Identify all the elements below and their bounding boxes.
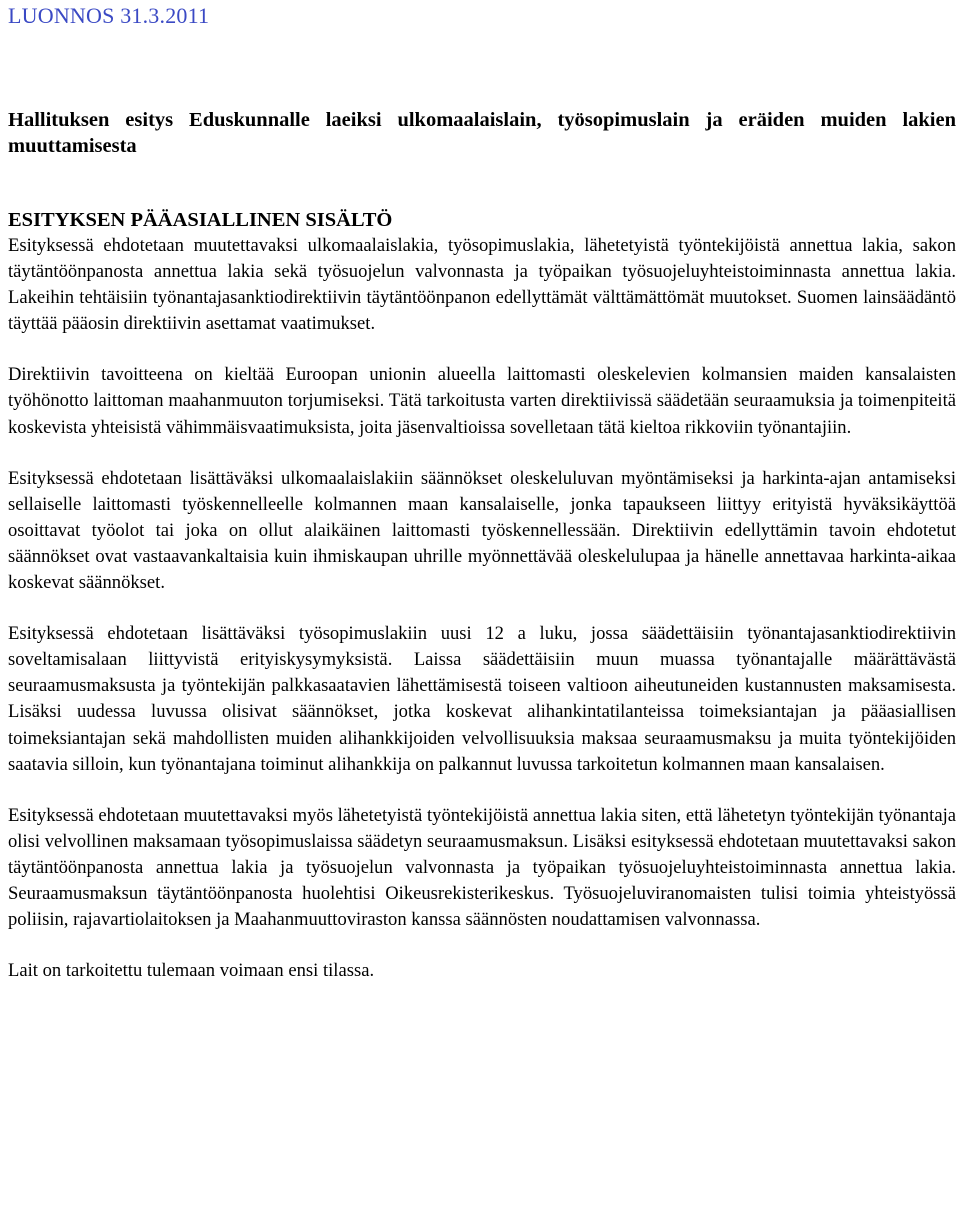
paragraph-3: Esityksessä ehdotetaan lisättäväksi ulkomaalaislakiin säännökset oleskeluluvan myöntämiseksi ja harkinta-ajan antamiseksi sellaiselle laittomasti työskennelleelle kolmannen maan kansalaiselle, jonka tapaukseen liittyy erityistä hyväksikäyttöä osoittavat työolot tai joka on ollut alaikäinen laittomasti työskennellessään. Direktiivin edellyttämin tavoin ehdotetut säännökset ovat vastaavankaltaisia kuin ihmiskaupan uhrille myönnettävää oleskelulupaa ja hänelle annettavaa harkinta-aikaa koskevat säännökset.	[8, 467, 956, 594]
paragraph-6: Lait on tarkoitettu tulemaan voimaan ensi tilassa.	[8, 960, 375, 982]
document-page	[8, 0, 956, 984]
paragraph-1: Esityksessä ehdotetaan muutettavaksi ulkomaalaislakia, työsopimuslakia, lähetetyistä työntekijöistä annettua lakia, sakon täytäntöönpanosta annettua lakia sekä työsuojelun valvonnasta ja työpaikan työsuojeluyhteistoiminnasta annettua lakia. Lakeihin tehtäisiin työnantajasanktiodirektiivin täytäntöönpanon edellyttämät välttämättömät muutokset. Suomen lainsäädäntö täyttää pääosin direktiivin asettamat vaatimukset.	[8, 235, 956, 335]
paragraph-2: Direktiivin tavoitteena on kieltää Euroopan unionin alueella laittomasti oleskelevien kolmansien maiden kansalaisten työhönotto laittoman maahanmuuton torjumiseksi. Tätä tarkoitusta varten direktiivissä säädetään seuraamuksia ja toimenpiteitä koskevista yhteisistä vähimmäisvaatimuksista, joita jäsenvaltioissa sovelletaan tätä kieltoa rikkoviin työnantajiin.	[8, 364, 956, 438]
paragraph-4: Esityksessä ehdotetaan lisättäväksi työsopimuslakiin uusi 12 a luku, jossa säädettäisiin työnantajasanktiodirektiivin soveltamisalaan liittyvistä erityiskysymyksistä. Laissa säädettäisiin muun muassa työnantajalle määrättävästä seuraamusmaksusta ja työntekijän palkkasaatavien lähettämisestä toiseen valtioon aiheutuneiden kustannusten maksamisesta. Lisäksi uudessa luvussa olisivat säännökset, jotka koskevat alihankintatilanteissa toimeksiantajan ja pääasiallisen toimeksiantajan sekä mahdollisten muiden alihankkijoiden velvollisuuksia maksaa seuraamusmaksu ja muita työntekijöiden saatavia silloin, kun työnantajana toiminut alihankkija on palkannut luvussa tarkoitetun kolmannen maan kansalaisen.	[8, 623, 956, 775]
draft-label: LUONNOS 31.3.2011	[8, 3, 210, 28]
paragraph-5: Esityksessä ehdotetaan muutettavaksi myös lähetetyistä työntekijöistä annettua lakia siten, että lähetetyn työntekijän työnantaja olisi velvollinen maksamaan työsopimuslaissa säädetyn seuraamusmaksun. Lisäksi esityksessä ehdotetaan muutettavaksi sakon täytäntöönpanosta annettua lakia ja työsuojelun valvonnasta ja työpaikan työsuojeluyhteistoiminnasta annettua lakia. Seuraamusmaksun täytäntöönpanosta huolehtisi Oikeusrekisterikeskus. Työsuojeluviranomaisten tulisi toimia yhteistyössä poliisin, rajavartiolaitoksen ja Maahanmuuttoviraston kanssa säännösten noudattamisen valvonnassa.	[8, 804, 956, 931]
section-heading: ESITYKSEN PÄÄASIALLINEN SISÄLTÖ	[8, 209, 393, 231]
document-title: Hallituksen esitys Eduskunnalle laeiksi ulkomaalaislain, työsopimuslain ja eräiden muiden lakien muuttamisesta	[8, 109, 956, 157]
